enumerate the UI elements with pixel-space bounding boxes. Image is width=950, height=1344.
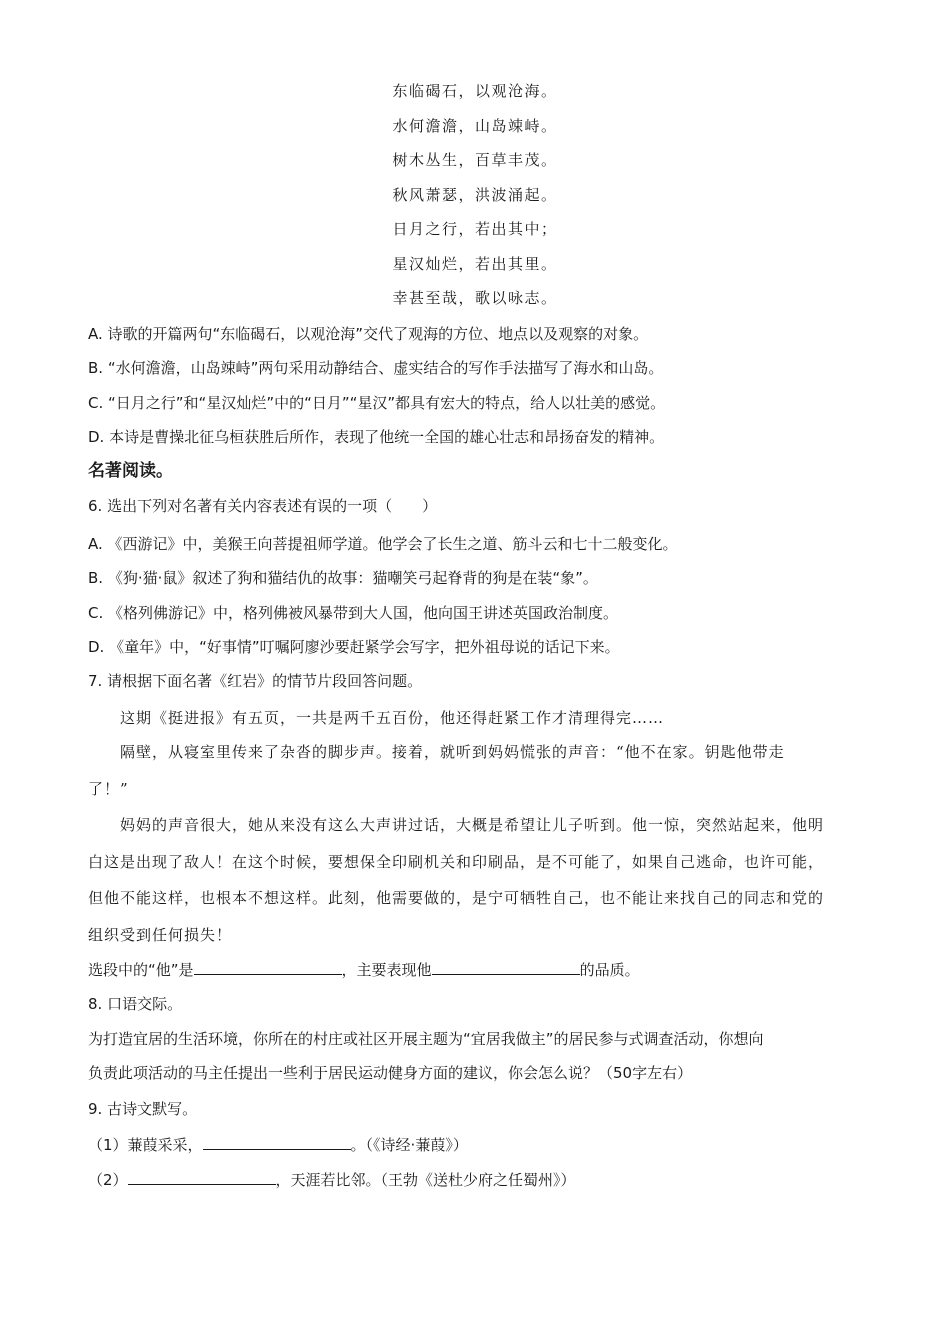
excerpt-line: 组织受到任何损失！: [88, 926, 233, 944]
question-8-body: 负责此项活动的马主任提出一些利于居民运动健身方面的建议，你会怎么说？（50字左右）: [88, 1064, 693, 1082]
answer-blank[interactable]: [194, 959, 342, 975]
excerpt-line: 隔壁，从寝室里传来了杂沓的脚步声。接着，就听到妈妈慌张的声音：“他不在家。钥匙他带走: [120, 743, 785, 761]
option-a: A. 诗歌的开篇两句“东临碣石，以观沧海”交代了观海的方位、地点以及观察的对象。: [88, 325, 649, 343]
question-9-item-1: [88, 1134, 468, 1155]
answer-blank[interactable]: [432, 959, 580, 975]
option-b: B. “水何澹澹，山岛竦峙”两句采用动静结合、虚实结合的写作手法描写了海水和山岛。: [88, 359, 664, 377]
option-d: D. 《童年》中，“好事情”叮嘱阿廖沙要赶紧学会写字，把外祖母说的话记下来。: [88, 638, 620, 656]
excerpt-line: 白这是出现了敌人！在这个时候，要想保全印刷机关和印刷品，是不可能了，如果自己逃命，也许可能，: [88, 853, 825, 871]
question-8-stem: 8. 口语交际。: [88, 995, 183, 1013]
poem-line: 星汉灿烂，若出其里。: [392, 255, 558, 273]
poem-line: 日月之行，若出其中；: [392, 220, 558, 238]
poem-line: 东临碣石，以观沧海。: [392, 82, 558, 100]
prompt-text: ，天涯若比邻。（王勃《送杜少府之任蜀州》）: [275, 1171, 576, 1189]
prompt-text: 。（《诗经·蒹葭》）: [350, 1136, 468, 1154]
prompt-text: （2）: [88, 1171, 128, 1189]
prompt-text: ，主要表现他: [341, 961, 432, 979]
option-c: C. “日月之行”和“星汉灿烂”中的“日月”“星汉”都具有宏大的特点，给人以壮美的感觉。: [88, 394, 666, 412]
question-9-item-2: [88, 1169, 576, 1190]
poem-line: 树木丛生，百草丰茂。: [392, 151, 558, 169]
poem-line: 水何澹澹，山岛竦峙。: [392, 117, 558, 135]
excerpt-line: 了！”: [88, 780, 129, 798]
excerpt-line: 这期《挺进报》有五页，一共是两千五百份，他还得赶紧工作才清理得完……: [120, 709, 665, 727]
poem-line: 幸甚至哉，歌以咏志。: [392, 289, 558, 307]
question-7-prompt: [88, 959, 640, 980]
question-9-stem: 9. 古诗文默写。: [88, 1100, 198, 1118]
poem-line: 秋风萧瑟，洪波涌起。: [392, 186, 558, 204]
question-8-body: 为打造宜居的生活环境，你所在的村庄或社区开展主题为“宜居我做主”的居民参与式调查活动，你想向: [88, 1030, 764, 1048]
excerpt-line: 妈妈的声音很大，她从来没有这么大声讲过话，大概是希望让儿子听到。他一惊，突然站起来，他明: [120, 816, 825, 834]
option-c: C. 《格列佛游记》中，格列佛被风暴带到大人国，他向国王讲述英国政治制度。: [88, 604, 619, 622]
option-d: D. 本诗是曹操北征乌桓获胜后所作，表现了他统一全国的雄心壮志和昂扬奋发的精神。: [88, 428, 665, 446]
option-a: A. 《西游记》中，美猴王向菩提祖师学道。他学会了长生之道、筋斗云和七十二般变化。: [88, 535, 678, 553]
prompt-text: （1）蒹葭采采，: [88, 1136, 203, 1154]
option-b: B. 《狗·猫·鼠》叙述了狗和猫结仇的故事：猫嘲笑弓起脊背的狗是在装“象”。: [88, 569, 598, 587]
answer-blank[interactable]: [128, 1169, 276, 1185]
excerpt-line: 但他不能这样，也根本不想这样。此刻，他需要做的，是宁可牺牲自己，也不能让来找自己的同志和党的: [88, 889, 825, 907]
question-7-stem: 7. 请根据下面名著《红岩》的情节片段回答问题。: [88, 672, 423, 690]
prompt-text: 的品质。: [579, 961, 640, 979]
prompt-text: 选段中的“他”是: [88, 961, 194, 979]
question-6-stem: 6. 选出下列对名著有关内容表述有误的一项（ ）: [88, 497, 438, 515]
answer-blank[interactable]: [203, 1134, 351, 1150]
section-title: 名著阅读。: [88, 461, 173, 481]
